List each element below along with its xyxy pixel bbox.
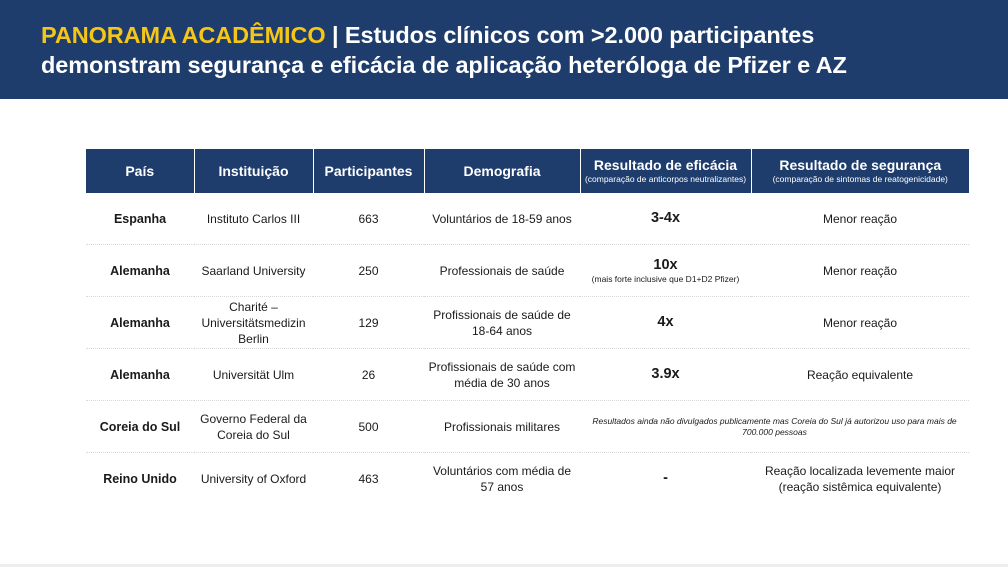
title-banner xyxy=(0,0,1008,99)
header-efficacy-label: Resultado de eficácia xyxy=(593,157,738,173)
cell-efficacy xyxy=(580,245,751,297)
cell-demography: Profissionais de saúde de 18-64 anos xyxy=(424,297,580,349)
table-row xyxy=(86,245,969,297)
cell-country: Alemanha xyxy=(86,349,194,401)
cell-participants: 663 xyxy=(313,193,424,245)
cell-demography: Profissionais militares xyxy=(424,401,580,453)
studies-table-container xyxy=(86,149,969,504)
cell-country: Alemanha xyxy=(86,297,194,349)
cell-safety: Menor reação xyxy=(751,245,969,297)
cell-institution: Universität Ulm xyxy=(194,349,313,401)
cell-country: Alemanha xyxy=(86,245,194,297)
table-row xyxy=(86,349,969,401)
banner-separator: | xyxy=(331,22,339,48)
table-header-row xyxy=(86,149,969,193)
cell-participants: 26 xyxy=(313,349,424,401)
cell-efficacy xyxy=(580,297,751,349)
efficacy-value: 10x xyxy=(653,257,678,273)
efficacy-value: 3.9x xyxy=(651,366,680,382)
cell-institution: Instituto Carlos III xyxy=(194,193,313,245)
cell-demography: Voluntários com média de 57 anos xyxy=(432,463,572,494)
cell-safety: Menor reação xyxy=(751,193,969,245)
header-efficacy xyxy=(580,149,751,193)
table-row xyxy=(86,453,969,505)
efficacy-note: (mais forte inclusive que D1+D2 Pfizer) xyxy=(591,274,740,284)
header-safety-subtitle: (comparação de sintomas de reatogenicidade) xyxy=(772,174,948,184)
header-efficacy-subtitle: (comparação de anticorpos neutralizantes) xyxy=(584,174,747,184)
cell-institution: Charité – Universitätsmedizin Berlin xyxy=(194,297,313,349)
cell-country: Espanha xyxy=(86,193,194,245)
cell-results-pending-note: Resultados ainda não divulgados publicamente mas Coreia do Sul já autorizou uso para mais de 700.000 pessoas xyxy=(580,401,969,453)
clinical-studies-table xyxy=(86,149,969,504)
cell-country: Reino Unido xyxy=(103,471,177,486)
cell-institution: Saarland University xyxy=(194,245,313,297)
cell-country: Coreia do Sul xyxy=(86,401,194,453)
table-row xyxy=(86,297,969,349)
table-row xyxy=(86,401,969,453)
header-safety-label: Resultado de segurança xyxy=(779,157,942,173)
header-safety xyxy=(751,149,969,193)
cell-safety: Reação localizada levemente maior (reação sistêmica equivalente) xyxy=(764,463,956,494)
cell-participants: 463 xyxy=(358,471,379,486)
cell-safety: Reação equivalente xyxy=(751,349,969,401)
efficacy-value: 3-4x xyxy=(650,210,681,226)
cell-demography: Profissionais de saúde com média de 30 anos xyxy=(424,349,580,401)
cell-safety: Menor reação xyxy=(751,297,969,349)
cell-institution: Governo Federal da Coreia do Sul xyxy=(194,401,313,453)
cell-demography: Professionais de saúde xyxy=(424,245,580,297)
efficacy-value: - xyxy=(663,470,668,486)
efficacy-value: 4x xyxy=(657,314,674,330)
header-participants: Participantes xyxy=(313,149,424,193)
header-demography: Demografia xyxy=(424,149,580,193)
table-row xyxy=(86,193,969,245)
cell-efficacy xyxy=(580,193,751,245)
cell-efficacy xyxy=(580,349,751,401)
cell-participants: 250 xyxy=(313,245,424,297)
cell-efficacy xyxy=(580,453,751,505)
banner-accent-label: PANORAMA ACADÊMICO xyxy=(41,22,326,48)
banner-headline-part-1: Estudos clínicos com >2.000 participantes xyxy=(344,22,815,48)
banner-title-line-2: demonstram segurança e eficácia de aplicação heteróloga de Pfizer e AZ xyxy=(41,52,847,78)
header-country: País xyxy=(86,149,194,193)
cell-demography: Voluntários de 18-59 anos xyxy=(424,193,580,245)
banner-title-line-1 xyxy=(41,20,1008,51)
cell-participants: 500 xyxy=(313,401,424,453)
cell-institution: University of Oxford xyxy=(200,471,307,486)
header-institution: Instituição xyxy=(194,149,313,193)
cell-participants: 129 xyxy=(313,297,424,349)
